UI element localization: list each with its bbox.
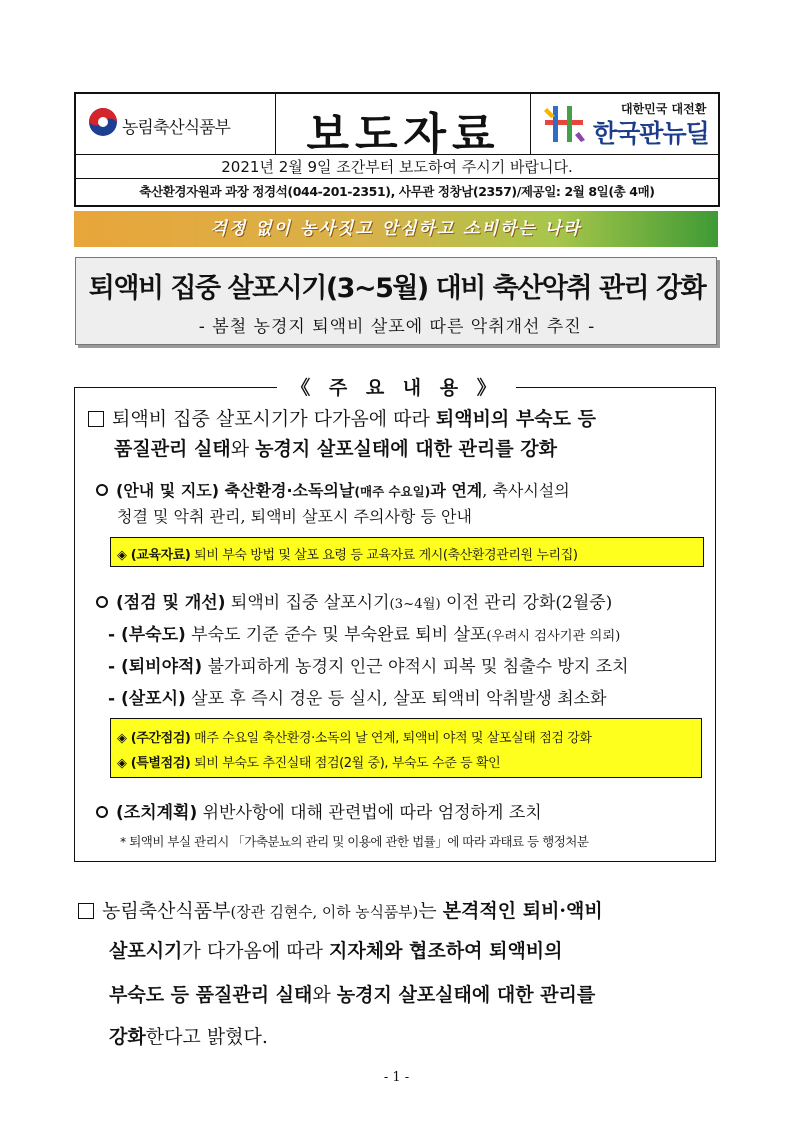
action-footnote: * 퇴액비 부실 관리시 「가축분뇨의 관리 및 이용에 관한 법률」에 따라 과태료 등 행정처분 [120, 834, 589, 849]
summary-intro-line2: 품질관리 실태와 농경지 살포실태에 대한 관리를 강화 [114, 438, 557, 460]
title-box [75, 257, 717, 345]
weekly-inspection-text: ◈ (주간점검) 매주 수요일 축산환경·소독의 날 연계, 퇴액비 야적 및 살포실태 점검 강화 [117, 731, 592, 746]
main-title: 퇴액비 집중 살포시기(3~5월) 대비 축산악취 관리 강화 [88, 273, 706, 304]
summary-intro-line1: 퇴액비 집중 살포시기가 다가옴에 따라 퇴액비의 부숙도 등 [88, 404, 596, 431]
body-para-line2: 살포시기가 다가옴에 따라 지자체와 협조하여 퇴액비의 [109, 940, 563, 962]
circle-bullet-icon [96, 484, 108, 496]
ministry-name: 농림축산식품부 [122, 118, 230, 138]
inspection-detail-storage: - (퇴비야적) 불가피하게 농경지 인근 야적시 피복 및 침출수 방지 조치 [108, 657, 629, 677]
inspection-detail-spraying: - (살포시) 살포 후 즉시 경운 등 실시, 살포 퇴액비 악취발생 최소화 [108, 689, 607, 709]
circle-bullet-icon [96, 806, 108, 818]
slogan-text: 걱정 없이 농사짓고 안심하고 소비하는 나라 [210, 219, 582, 239]
press-release-title: 보도자료 [306, 109, 501, 160]
contact-info: 축산환경자원과 과장 정경석(044-201-2351), 사무관 정창남(2357)/제공일: 2월 8일(총 4매) [139, 184, 655, 199]
newdeal-cell [531, 94, 718, 155]
newdeal-title: 한국판뉴딜 [593, 119, 709, 148]
body-para-line1: 농림축산식품부(장관 김현수, 이하 농식품부)는 본격적인 퇴비·액비 [78, 896, 603, 923]
press-release-cell [276, 94, 531, 160]
edu-material-text: ◈ (교육자료) 퇴비 부숙 방법 및 살포 요령 등 교육자료 게시(축산환경관리원 누리집) [117, 548, 578, 563]
inspection-detail-maturity: - (부숙도) 부숙도 기준 준수 및 부숙완료 퇴비 살포(우려시 검사기관 의뢰) [108, 625, 621, 645]
summary-item-inspection: (점검 및 개선) 퇴액비 집중 살포시기(3~4월) 이전 관리 강화(2월중) [96, 588, 612, 613]
circle-bullet-icon [96, 596, 108, 608]
header-top-row [76, 94, 718, 160]
summary-heading: 《 주 요 내 용 》 [277, 373, 516, 400]
newdeal-logo-icon [541, 102, 587, 146]
summary-item-guidance: (안내 및 지도) 축산환경·소독의날(매주 수요일)과 연계, 축사시설의 [96, 478, 570, 501]
body-para-line3: 부숙도 등 품질관리 실태와 농경지 살포실태에 대한 관리를 [109, 984, 596, 1006]
inspection-schedule-box [110, 718, 702, 778]
newdeal-subtitle: 대한민국 대전환 [621, 102, 707, 116]
press-header [74, 92, 720, 207]
summary-item-guidance-line2: 청결 및 악취 관리, 퇴액비 살포시 주의사항 등 안내 [117, 507, 472, 526]
special-inspection-text: ◈ (특별점검) 퇴비 부숙도 추진실태 점검(2월 중), 부숙도 수준 등 확인 [117, 756, 501, 771]
slogan-banner [74, 211, 718, 247]
summary-heading-wrap [0, 373, 793, 400]
summary-item-action: (조치계획) 위반사항에 대해 관련법에 따라 엄정하게 조치 [96, 798, 542, 823]
embargo-notice: 2021년 2월 9일 조간부터 보도하여 주시기 바랍니다. [76, 155, 718, 179]
edu-material-box [110, 537, 704, 567]
square-bullet-icon [88, 411, 104, 427]
page-number: - 1 - [383, 1070, 410, 1085]
ministry-cell [76, 94, 276, 155]
sub-title: - 봄철 농경지 퇴액비 살포에 따른 악취개선 추진 - [198, 317, 596, 337]
ministry-emblem-icon [88, 107, 118, 137]
square-bullet-icon [78, 903, 94, 919]
body-para-line4: 강화한다고 밝혔다. [109, 1026, 268, 1048]
